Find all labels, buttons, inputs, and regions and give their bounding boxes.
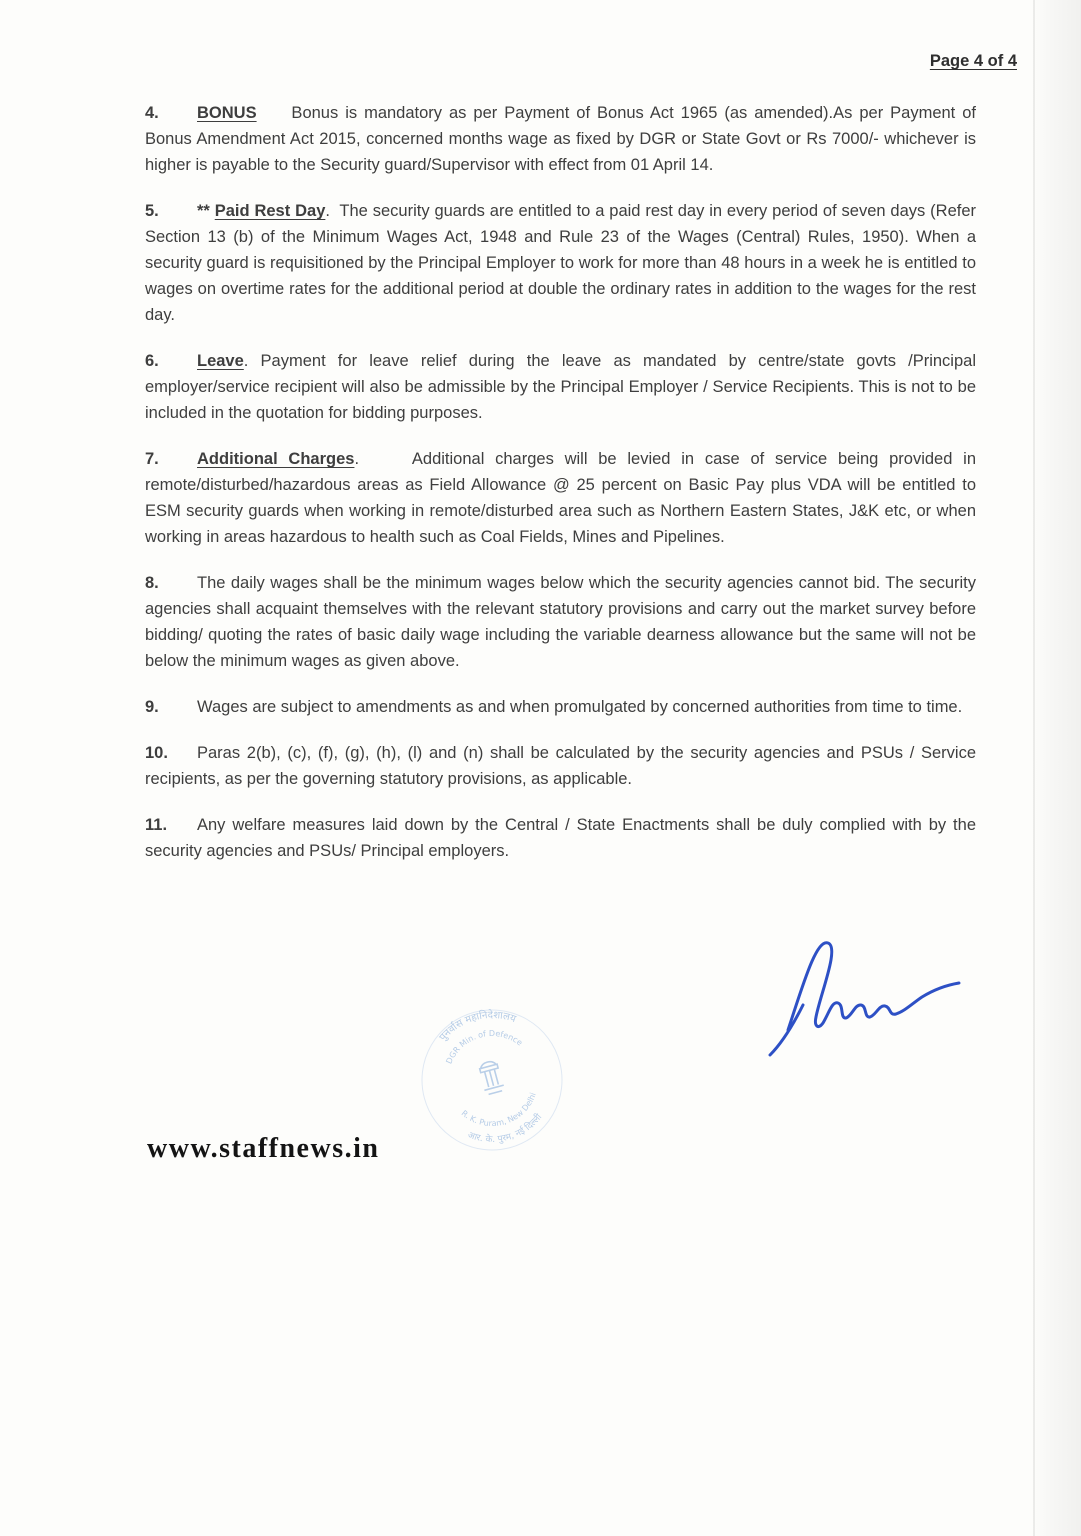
paragraph-number: 6. [145,352,159,370]
paragraph-number: 11. [145,816,168,834]
stamp-text-bottom-english: R. K. Puram, New Delhi [459,1091,538,1129]
paragraph-text: The daily wages shall be the minimum wages below which the security agencies cannot bid. The security agencies shall acquaint themselves with the relevant statutory provisions and carry out the market survey before bidding/ quoting the rates of basic daily wage including the variable dearness allowance but the same will not be below the minimum wages as given above. [145,574,976,670]
paragraph-heading: Paid Rest Day [214,202,326,220]
page-number: Page 4 of 4 [929,52,1017,70]
paragraph-5 [145,198,976,328]
paragraph-heading: Additional Charges [197,450,355,468]
official-stamp-graphic [394,982,590,1178]
paragraph-number: 8. [145,574,159,592]
stamp-text-top-english: DGR Min. of Defence [444,1028,525,1066]
paragraph-4 [145,100,976,178]
paragraph-heading: Leave [197,352,244,370]
watermark-text: www.staffnews.in [147,1133,380,1164]
paragraph-7 [145,446,976,550]
stamp-emblem [478,1060,505,1096]
paragraph-number: 5. [145,202,159,220]
paragraph-text: Paras 2(b), (c), (f), (g), (h), (l) and (n) shall be calculated by the security agencies and PSUs / Service recipients, as per the governing statutory provisions, as applicable. [145,744,976,788]
signature-ink [758,925,968,1065]
paragraph-prefix: ** [197,202,215,220]
paragraph-text: Bonus is mandatory as per Payment of Bonus Act 1965 (as amended).As per Payment of Bonus Amendment Act 2015, concerned months wage as fixed by DGR or State Govt or Rs 7000/- whichever is higher is payable to the Security guard/Supervisor with effect from 01 April 14. [145,104,976,174]
signature-stroke-main [788,943,959,1030]
paragraph-text: Wages are subject to amendments as and when promulgated by concerned authorities from time to time. [197,698,963,716]
paragraph-number: 7. [145,450,159,468]
paragraph-8 [145,570,976,674]
paragraph-heading: BONUS [197,104,257,122]
scan-edge-shading [1031,0,1081,1536]
paragraph-number: 10. [145,744,168,762]
document-body [145,100,976,884]
paragraph-text: . Additional charges will be levied in case of service being provided in remote/disturbed/hazardous areas as Field Allowance @ 25 percent on Basic Pay plus VDA will be entitled to ESM security guards when working in remote/disturbed area such as Northern Eastern States, J&K etc, or when working in areas hazardous to health such as Coal Fields, Mines and Pipelines. [145,450,976,546]
paragraph-number: 4. [145,104,159,122]
stamp-text-top-hindi: पुनर्वास महानिदेशालय [437,1009,518,1044]
paragraph-10 [145,740,976,792]
paragraph-9 [145,694,976,720]
scan-edge-line [1033,0,1035,1536]
paragraph-11 [145,812,976,864]
stamp-text-bottom-hindi: आर. के. पुरम, नई दिल्ली [466,1112,545,1146]
paragraph-text: Any welfare measures laid down by the Central / State Enactments shall be duly complied with by the security agencies and PSUs/ Principal employers. [145,816,976,860]
paragraph-number: 9. [145,698,159,716]
signature-handwriting [758,925,968,1065]
paragraph-6 [145,348,976,426]
paragraph-text: . Payment for leave relief during the leave as mandated by centre/state govts /Principal employer/service recipient will also be admissible by the Principal Employer / Service Recipients. This is not to be included in the quotation for bidding purposes. [145,352,976,422]
paragraph-text: . The security guards are entitled to a paid rest day in every period of seven days (Refer Section 13 (b) of the Minimum Wages Act, 1948 and Rule 23 of the Wages (Central) Rules, 1950). When a security guard is requisitioned by the Principal Employer to work for more than 48 hours in a week he is entitled to wages on overtime rates for the additional period at double the ordinary rates in addition to the wages for the rest day. [145,202,977,324]
official-stamp [394,982,590,1178]
